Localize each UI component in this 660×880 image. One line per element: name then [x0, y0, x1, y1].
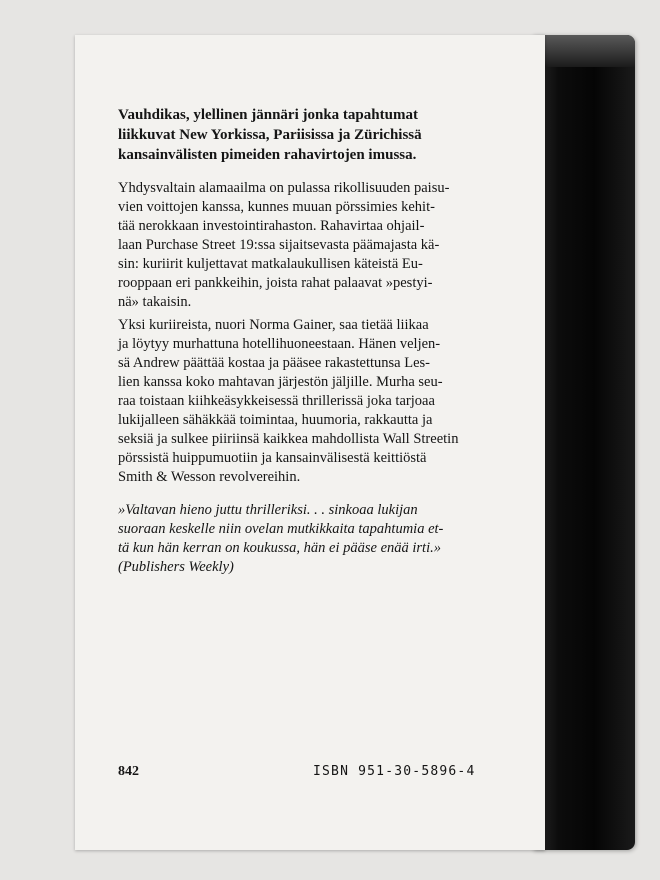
text-line: lien kanssa koko mahtavan järjestön jäljille. Murha seu-: [118, 374, 443, 390]
text-line: pörssistä huippumuotiin ja kansainvälisestä keittiöstä: [118, 450, 427, 466]
text-line: seksiä ja sulkee piiriinsä kaikkea mahdollista Wall Streetin: [118, 431, 459, 447]
text-line: rooppaan eri pankkeihin, joista rahat palaavat »pestyi-: [118, 275, 433, 291]
lead-line: Vauhdikas, ylellinen jännäri jonka tapahtumat: [118, 107, 418, 123]
paragraph-1: [118, 179, 528, 312]
text-line: laan Purchase Street 19:ssa sijaitsevasta päämajasta kä-: [118, 237, 440, 253]
text-line: tää nerokkaan investointirahaston. Rahavirtaa ohjail-: [118, 218, 425, 234]
back-cover: [75, 35, 545, 850]
paragraph-2: [118, 316, 528, 487]
text-line: sä Andrew päättää kostaa ja pääsee rakastettunsa Les-: [118, 355, 431, 371]
review-quote: [118, 501, 528, 577]
isbn-number: ISBN 951-30-5896-4: [313, 764, 476, 779]
text-line: ja löytyy murhattuna hotellihuoneestaan. Hänen veljen-: [118, 336, 441, 352]
series-number: 842: [118, 764, 139, 779]
text-line: vien voittojen kanssa, kunnes muuan pörssimies kehit-: [118, 199, 435, 215]
text-line: Yksi kuriireista, nuori Norma Gainer, saa tietää liikaa: [118, 317, 429, 333]
text-line: nä» takaisin.: [118, 294, 192, 310]
lead-line: liikkuvat New Yorkissa, Pariisissa ja Zürichissä: [118, 127, 422, 143]
text-line: Yhdysvaltain alamaailma on pulassa rikollisuuden paisu-: [118, 180, 450, 196]
lead-line: kansainvälisten pimeiden rahavirtojen imussa.: [118, 147, 417, 163]
text-line: Smith & Wesson revolvereihin.: [118, 469, 301, 485]
book: [75, 35, 635, 850]
quote-line: »Valtavan hieno juttu thrilleriksi. . . sinkoaa lukijan: [118, 502, 418, 518]
book-spine: [533, 35, 635, 850]
quote-line: tä kun hän kerran on koukussa, hän ei pääse enää irti.»: [118, 540, 441, 556]
spine-top-edge: [533, 35, 635, 67]
quote-source: (Publishers Weekly): [118, 559, 234, 575]
quote-line: suoraan keskelle niin ovelan mutkikkaita tapahtumia et-: [118, 521, 444, 537]
blurb-text: [118, 105, 528, 577]
text-line: raa toistaan kiihkeäsykkeisessä thrillerissä joka tarjoaa: [118, 393, 435, 409]
text-line: sin: kuriirit kuljettavat matkalaukullisen käteistä Eu-: [118, 256, 423, 272]
lead-paragraph: [118, 105, 528, 165]
text-line: lukijalleen sähäkkää toimintaa, huumoria, rakkautta ja: [118, 412, 433, 428]
